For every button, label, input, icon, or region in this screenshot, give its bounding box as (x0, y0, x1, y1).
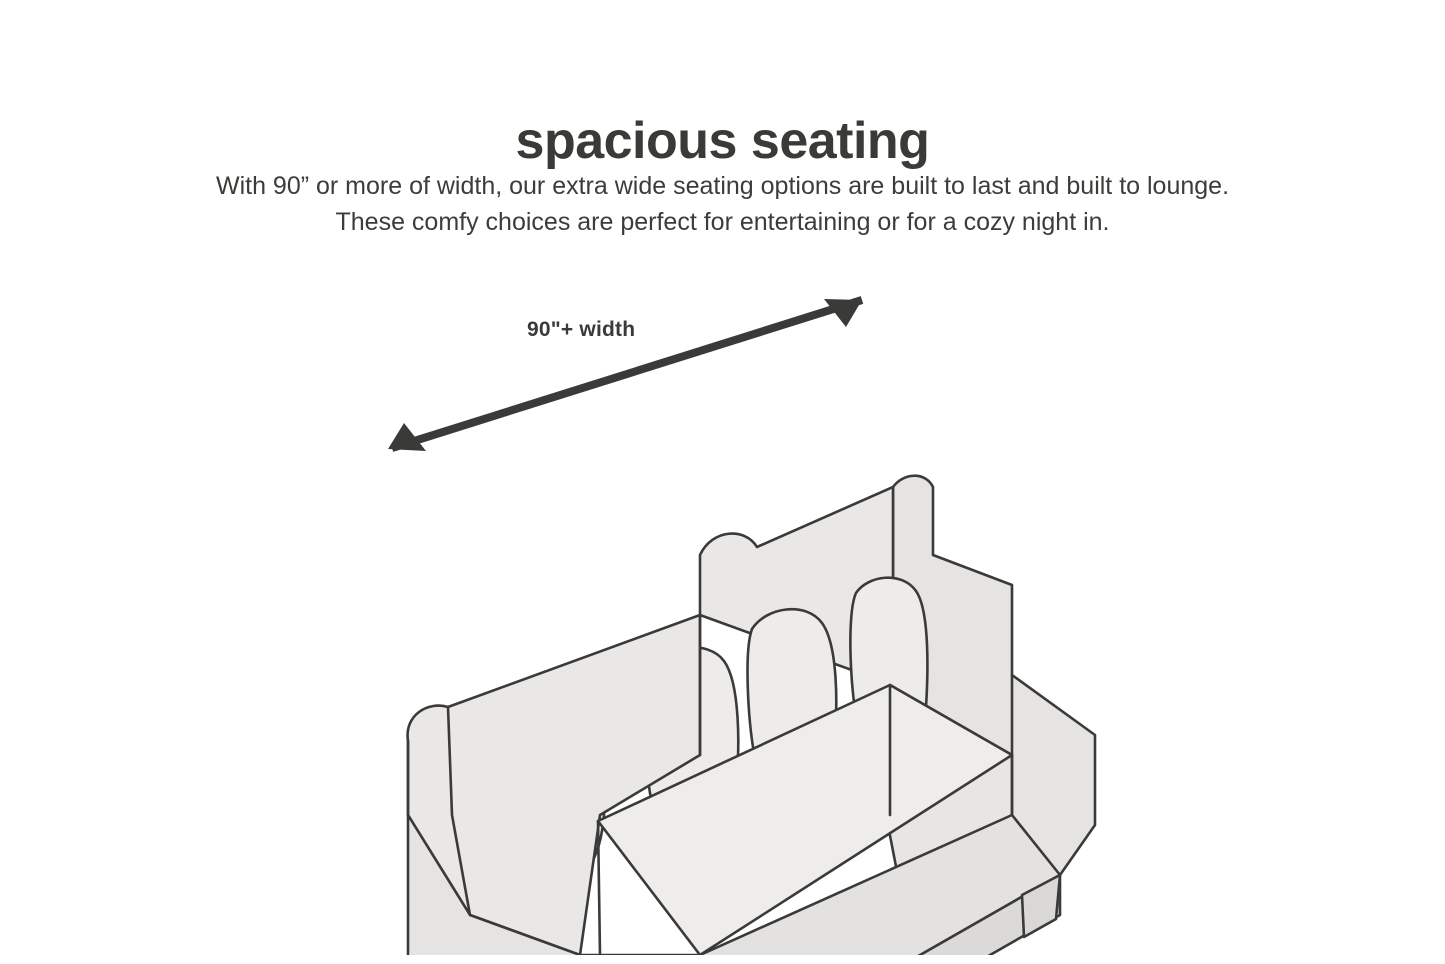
sofa-body (408, 476, 1095, 955)
dimension-label: 90"+ width (527, 318, 636, 341)
dimension-arrow (388, 299, 862, 451)
subcopy-line-2: These comfy choices are perfect for entertaining or for a cozy night in. (335, 208, 1110, 237)
page-title: spacious seating (515, 111, 930, 170)
subcopy-line-1: With 90” or more of width, our extra wide seating options are built to last and built to lounge. (215, 172, 1230, 200)
sofa-drawing-svg (0, 255, 1445, 955)
sofa-illustration (0, 255, 1445, 955)
page-subcopy (0, 168, 1445, 241)
